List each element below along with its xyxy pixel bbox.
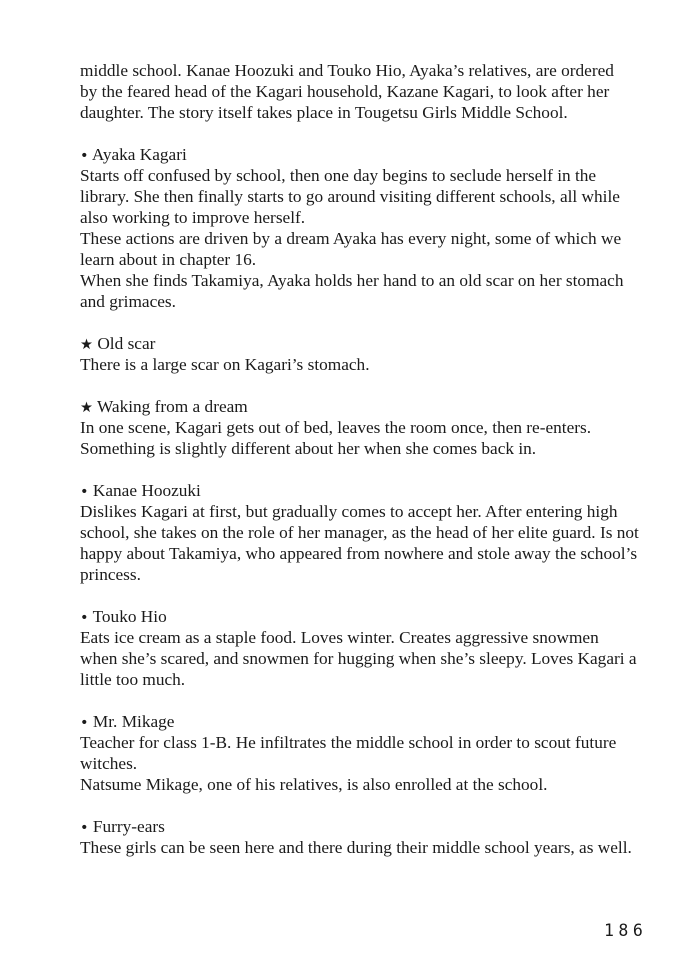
section-header: [80, 816, 636, 837]
section-title: Old scar: [93, 334, 156, 353]
section-header: [80, 606, 636, 627]
section: [80, 396, 636, 459]
section-title: Mr. Mikage: [88, 712, 175, 731]
page-number: 186: [604, 921, 648, 940]
bullet-icon: •: [80, 715, 89, 731]
section-header: [80, 480, 636, 501]
text-line: Teacher for class 1-B. He infiltrates the middle school in order to scout future: [80, 733, 617, 752]
text-line: little too much.: [80, 670, 186, 689]
text-line: library. She then finally starts to go around visiting different schools, all while: [80, 187, 620, 206]
section: [80, 333, 636, 375]
page-text: [80, 60, 639, 858]
section: [80, 60, 636, 123]
section: [80, 606, 636, 690]
bullet-icon: •: [80, 820, 89, 836]
section-title: Kanae Hoozuki: [88, 481, 201, 500]
text-line: witches.: [80, 754, 138, 773]
bullet-icon: •: [80, 148, 89, 164]
section-title: Waking from a dream: [93, 397, 248, 416]
text-line: and grimaces.: [80, 292, 176, 311]
section: [80, 144, 636, 312]
text-line: There is a large scar on Kagari’s stomach.: [80, 355, 370, 374]
bullet-icon: •: [80, 610, 89, 626]
section-header: [80, 333, 636, 354]
star-icon: ★: [80, 400, 93, 416]
section: [80, 480, 639, 585]
text-line: Natsume Mikage, one of his relatives, is also enrolled at the school.: [80, 775, 548, 794]
section-title: Ayaka Kagari: [88, 145, 187, 164]
text-line: Something is slightly different about her when she comes back in.: [80, 439, 537, 458]
text-line: These actions are driven by a dream Ayaka has every night, some of which we: [80, 229, 622, 248]
text-line: middle school. Kanae Hoozuki and Touko Hio, Ayaka’s relatives, are ordered: [80, 61, 614, 80]
section-header: [80, 144, 636, 165]
text-line: daughter. The story itself takes place in Tougetsu Girls Middle School.: [80, 103, 568, 122]
text-line: learn about in chapter 16.: [80, 250, 257, 269]
section: [80, 711, 636, 795]
text-line: Starts off confused by school, then one day begins to seclude herself in the: [80, 166, 597, 185]
text-line: Eats ice cream as a staple food. Loves winter. Creates aggressive snowmen: [80, 628, 599, 647]
text-line: princess.: [80, 565, 141, 584]
text-line: These girls can be seen here and there during their middle school years, as well.: [80, 838, 632, 857]
text-line: happy about Takamiya, who appeared from nowhere and stole away the school’s: [80, 544, 638, 563]
star-icon: ★: [80, 337, 93, 353]
section-title: Touko Hio: [88, 607, 167, 626]
text-line: school, she takes on the role of her manager, as the head of her elite guard. Is not: [80, 523, 639, 542]
bullet-icon: •: [80, 484, 89, 500]
text-line: also working to improve herself.: [80, 208, 306, 227]
text-line: In one scene, Kagari gets out of bed, leaves the room once, then re-enters.: [80, 418, 592, 437]
section-title: Furry-ears: [88, 817, 165, 836]
section-header: [80, 396, 636, 417]
text-line: Dislikes Kagari at first, but gradually comes to accept her. After entering high: [80, 502, 618, 521]
section-header: [80, 711, 636, 732]
text-line: when she’s scared, and snowmen for hugging when she’s sleepy. Loves Kagari a: [80, 649, 637, 668]
text-line: by the feared head of the Kagari household, Kazane Kagari, to look after her: [80, 82, 610, 101]
text-line: When she finds Takamiya, Ayaka holds her hand to an old scar on her stomach: [80, 271, 624, 290]
section: [80, 816, 636, 858]
